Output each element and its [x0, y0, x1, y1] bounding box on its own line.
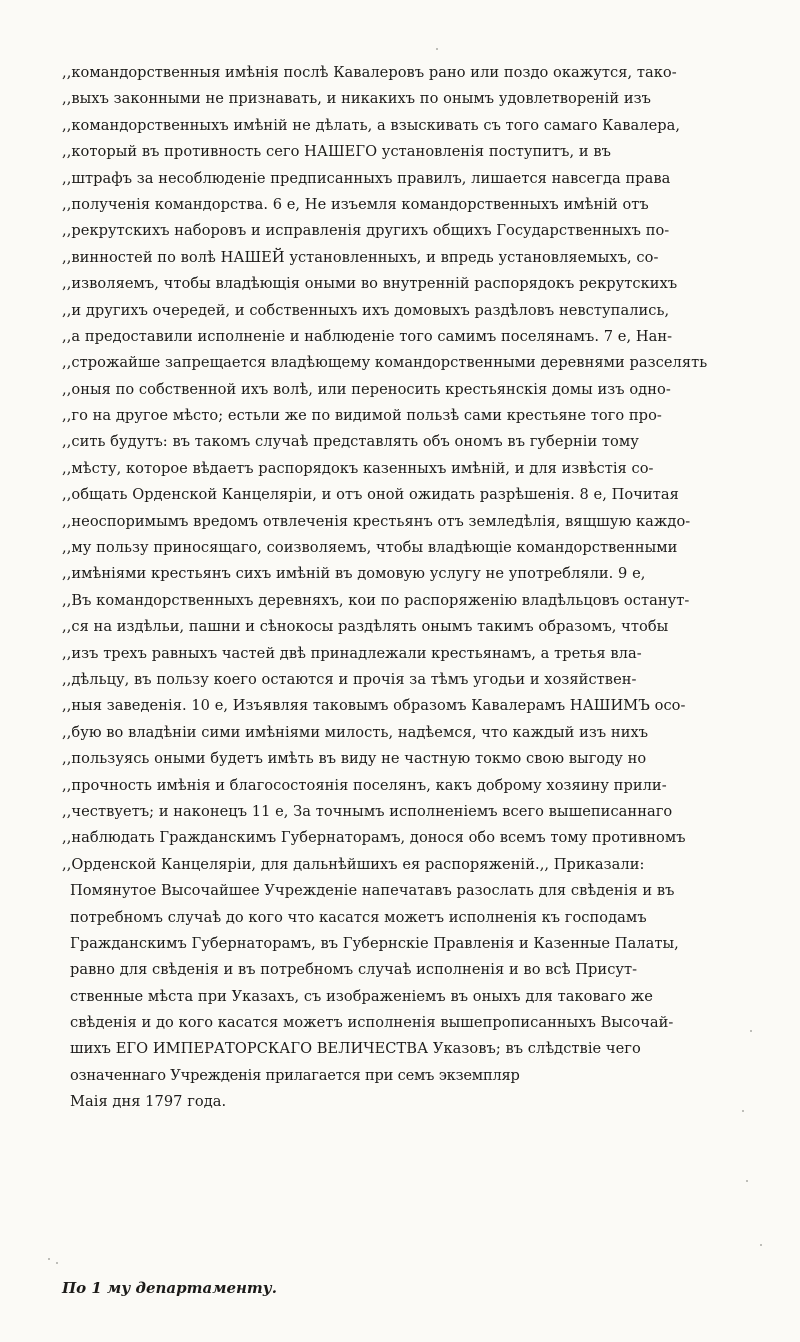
text-line: ,,му пользу приносящаго, соизволяемъ, чтобы владѣющіе командорственными: [62, 539, 678, 557]
text-line: ,,пользуясь оными будетъ имѣть въ виду не частную токмо свою выгоду но: [62, 750, 647, 768]
department-footer: По 1 му департаменту.: [62, 1279, 277, 1297]
scan-speck: [48, 1258, 50, 1260]
text-line: ,,неоспоримымъ вредомъ отвлеченія крестьянъ отъ земледѣлія, вящшую каждо-: [62, 512, 691, 530]
text-line: ,,изъ трехъ равныхъ частей двѣ принадлежали крестьянамъ, а третья вла-: [62, 644, 642, 662]
text-line: ,,командорственныхъ имѣній не дѣлать, а взыскивать съ того самаго Кавалера,: [62, 116, 681, 134]
text-line: ,,сить будутъ: въ такомъ случаѣ представлять объ ономъ въ губерніи тому: [62, 433, 639, 451]
text-line: ,,прочность имѣнія и благосостоянія поселянъ, какъ доброму хозяину прили-: [62, 776, 667, 794]
text-line: ствeнные мѣста при Указахъ, съ изображеніемъ въ оныхъ для таковаго же: [70, 987, 653, 1005]
text-line: ,,мѣсту, которое вѣдаетъ распорядокъ казенныхъ имѣній, и для извѣстія со-: [62, 459, 654, 477]
text-line: ,,изволяемъ, чтобы владѣющія оными во внутренній распорядокъ рекрутскихъ: [62, 275, 678, 293]
text-line: свѣденія и до кого касатся можетъ исполненія вышепрописанныхъ Высочай-: [70, 1014, 674, 1032]
text-line: ,,строжайше запрещается владѣющему командорственными деревнями разселять: [62, 354, 708, 372]
text-line: Маія дня 1797 года.: [70, 1093, 227, 1111]
text-line: ,,рекрутскихъ наборовъ и исправленія другихъ общихъ Государственныхъ по-: [62, 222, 670, 240]
scan-speck: [56, 1262, 58, 1264]
text-line: ,,Въ командорственныхъ деревняхъ, кои по распоряженію владѣльцовъ останут-: [62, 591, 690, 609]
scan-speck: [760, 1244, 762, 1246]
text-line: ,,командорственныя имѣнія послѣ Кавалеровъ рано или поздо окажутся, тако-: [62, 64, 677, 81]
text-line: ,,ся на издѣльи, пашни и сѣнокосы раздѣлять онымъ такимъ образомъ, чтобы: [62, 618, 669, 636]
scan-speck: [746, 1180, 748, 1182]
text-line: ,,штрафъ за несоблюденіе предписанныхъ правилъ, лишается навсегда права: [62, 169, 671, 187]
text-line: означеннаго Учрежденія прилагается при семъ экземпляр: [70, 1066, 520, 1084]
text-line: ,,выхъ законными не признавать, и никакихъ по онымъ удовлетвореній изъ: [62, 90, 651, 108]
text-line: ,,имѣніями крестьянъ сихъ имѣній въ домовую услугу не употребляли. 9 е,: [62, 565, 646, 583]
scan-speck: [750, 1030, 752, 1032]
text-line: Гражданскимъ Губернаторамъ, въ Губернскіе Правленія и Казенные Палаты,: [70, 934, 679, 952]
scan-speck: [742, 1110, 744, 1112]
text-line: ,,дѣльцу, въ пользу коего остаются и прочія за тѣмъ угодьи и хозяйствен-: [62, 670, 637, 688]
text-line: Помянутое Высочайшее Учрежденіе напечатавъ разослать для свѣденія и въ: [70, 882, 675, 900]
text-line: ,,винностей по волѣ НАШЕЙ установленныхъ, и впредь установляемыхъ, со-: [62, 248, 659, 266]
scan-speck: [436, 48, 438, 50]
text-line: равно для свѣденія и въ потребномъ случаѣ исполненія и во всѣ Присут-: [70, 961, 638, 979]
text-line: ,,бую во владѣніи сими имѣніями милость, надѣемся, что каждый изъ нихъ: [62, 723, 649, 741]
text-line: ,,оныя по собственной ихъ волѣ, или переносить крестьянскія домы изъ одно-: [62, 380, 671, 398]
text-line: ,,Орденской Канцеляріи, для дальнѣйшихъ ея распоряженій.,, Приказали:: [62, 855, 645, 873]
text-line: потребномъ случаѣ до кого что касатся можетъ исполненія къ господамъ: [70, 908, 647, 926]
text-line: ,,и другихъ очередей, и собственныхъ ихъ домовыхъ раздѣловъ невступались,: [62, 301, 670, 319]
text-line: ,,полученія командорства. 6 е, Не изъемля командорственныхъ имѣній отъ: [62, 195, 649, 213]
text-line: ,,чествуетъ; и наконецъ 11 е, За точнымъ исполненіемъ всего вышеписаннаго: [62, 802, 673, 820]
document-body: [62, 60, 774, 1116]
text-line: ,,го на другое мѣсто; естьли же по видимой пользѣ сами крестьяне того про-: [62, 407, 662, 425]
text-line: ,,наблюдать Гражданскимъ Губернаторамъ, донося обо всемъ тому противномъ: [62, 829, 686, 847]
text-line: ,,который въ противность сего НАШЕГО установленія поступитъ, и въ: [62, 143, 611, 161]
text-line: ,,а предоставили исполненіе и наблюденіе того самимъ поселянамъ. 7 е, Нан-: [62, 327, 673, 345]
text-line: шихъ ЕГО ИМПЕРАТОРСКАГО ВЕЛИЧЕСТВА Указовъ; въ слѣдствіе чего: [70, 1040, 641, 1058]
text-line: ,,общать Орденской Канцеляріи, и отъ оной ожидать разрѣшенія. 8 е, Почитая: [62, 486, 679, 504]
text-line: ,,ныя заведенія. 10 е, Изъявляя таковымъ образомъ Кавалерамъ НАШИМЪ осо-: [62, 697, 686, 715]
